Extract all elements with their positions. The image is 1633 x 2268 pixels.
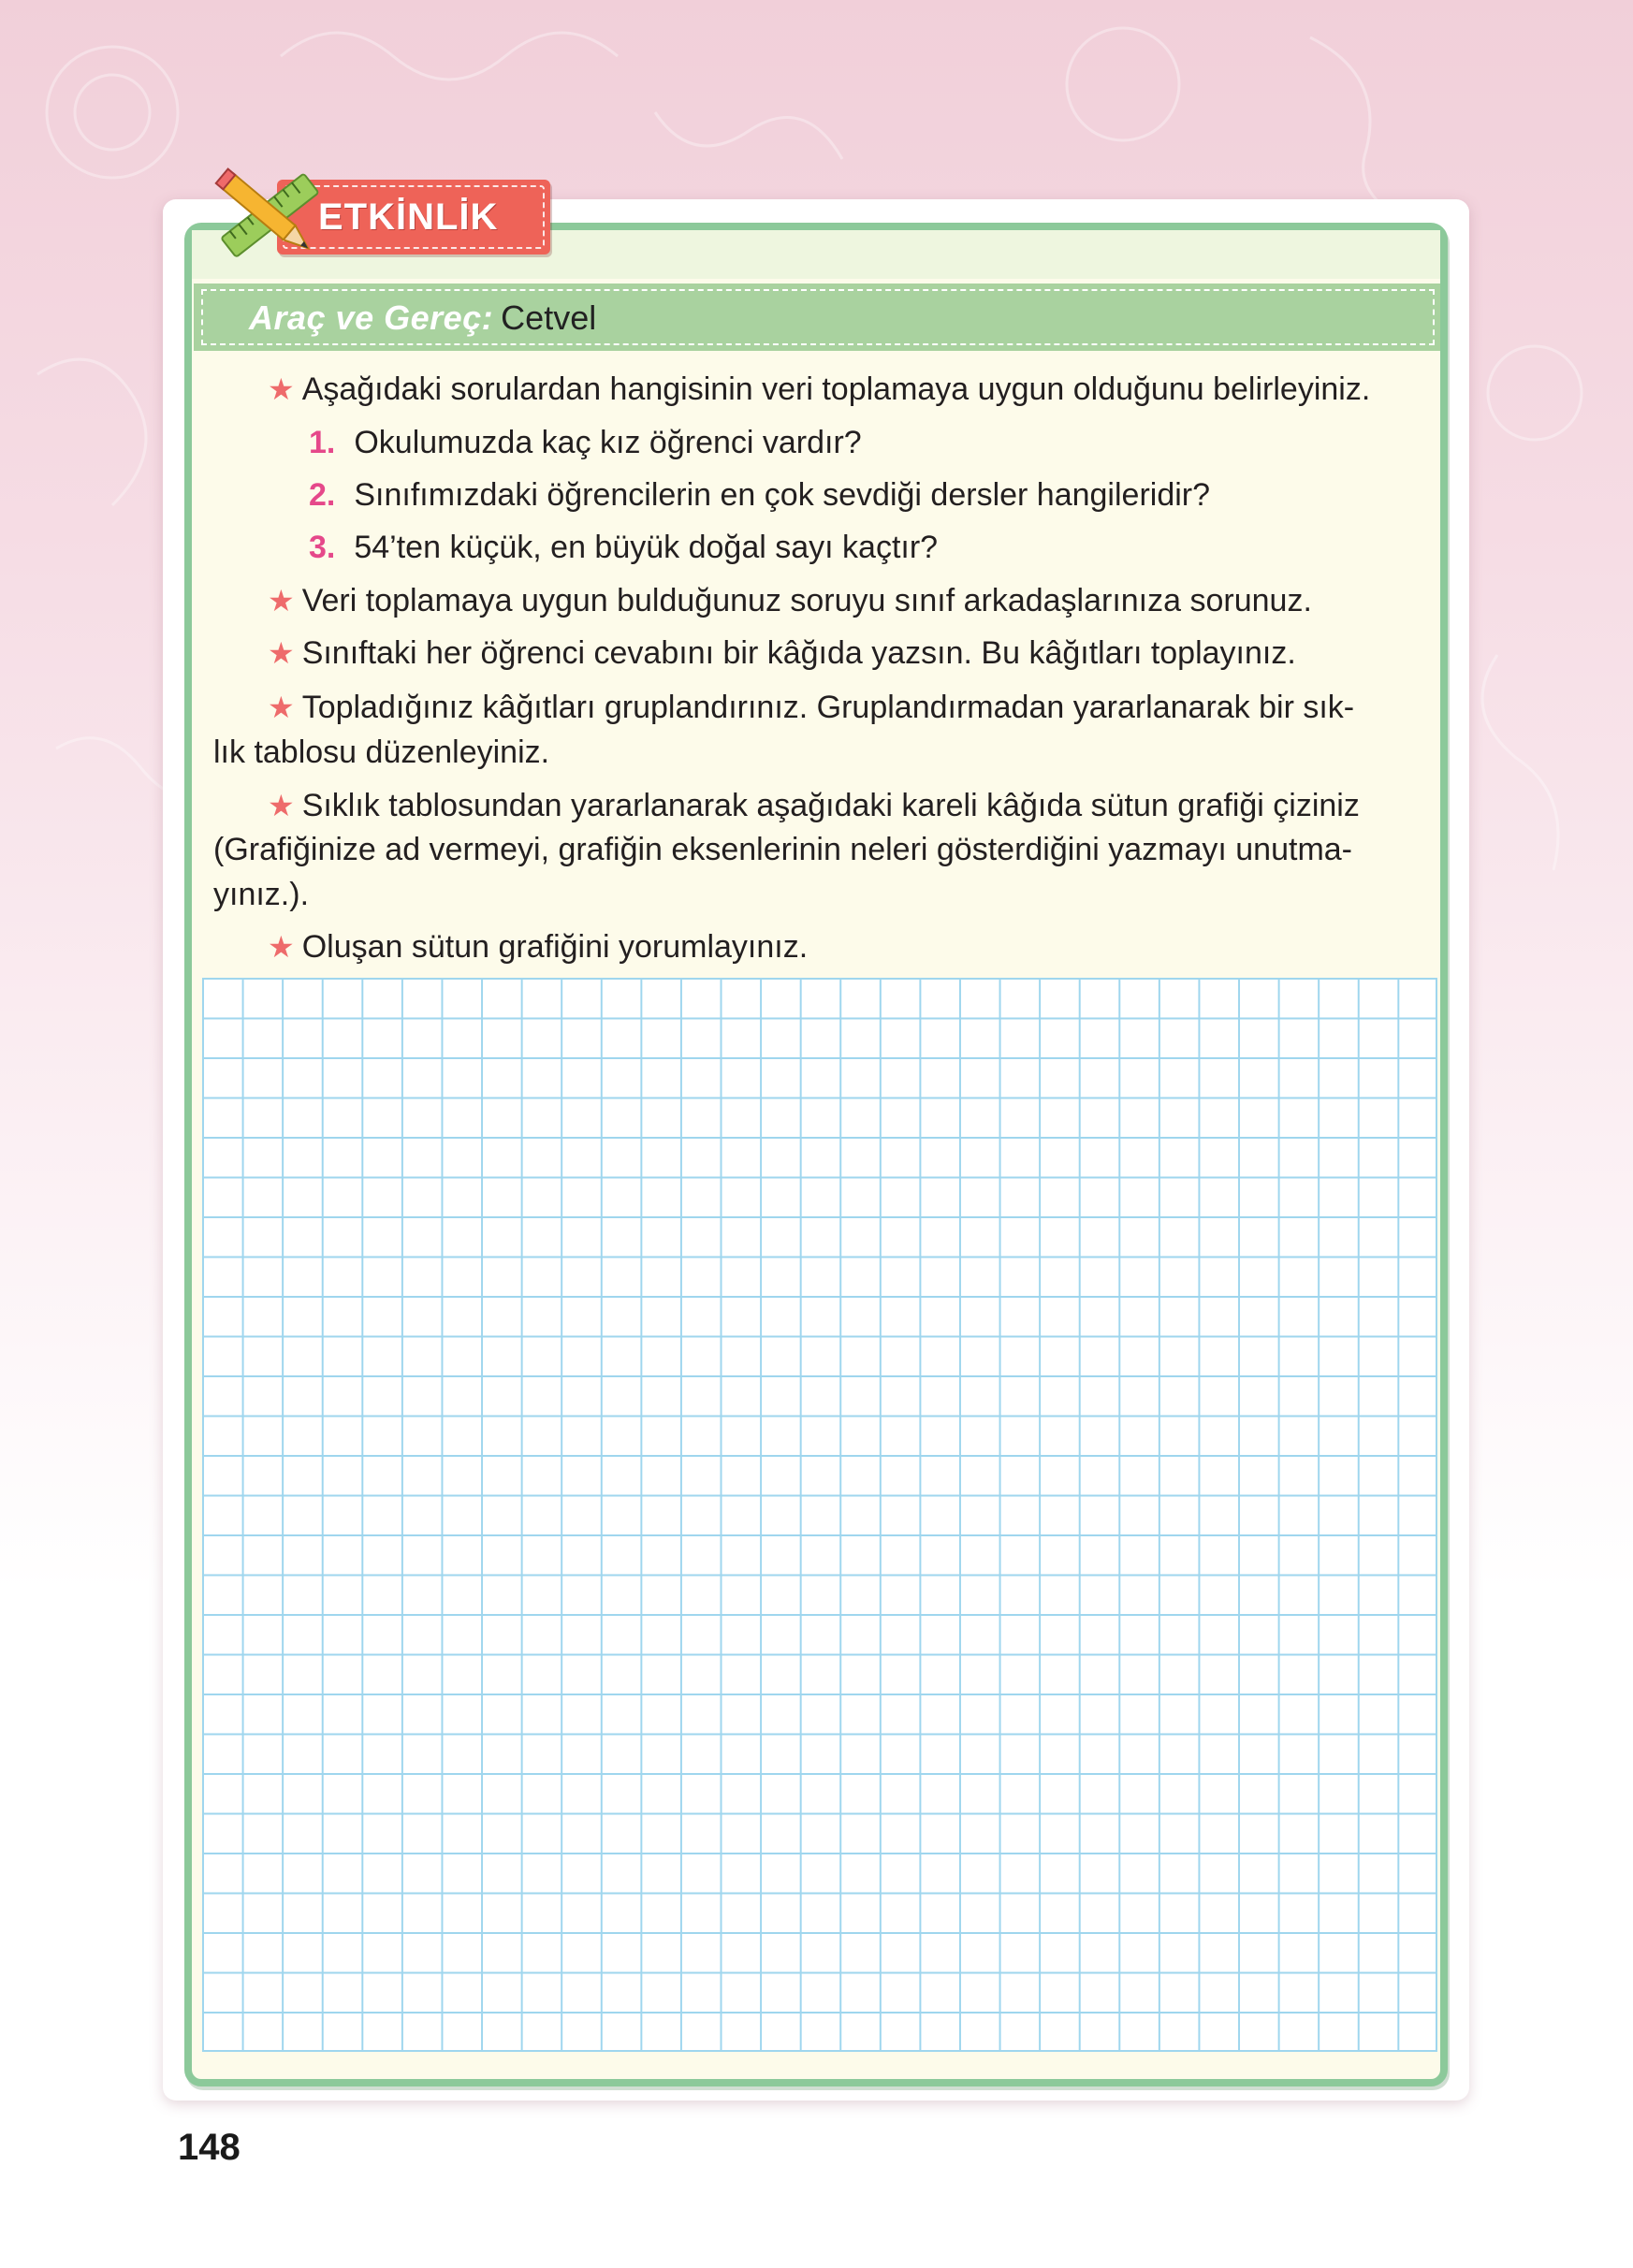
question-text: 54’ten küçük, en büyük doğal sayı kaçtır? [354,530,939,565]
star-icon: ★ [268,691,295,724]
star-icon: ★ [268,930,295,964]
instruction-5-line2: (Grafiğinize ad vermeyi, grafiğin eksenlerinin neleri gösterdiğini yazmayı unutma- [213,832,1352,867]
question-text: Okulumuzda kaç kız öğrenci vardır? [354,425,862,460]
page-number: 148 [178,2127,241,2168]
question-number: 2. [309,477,336,513]
question-1 [309,422,862,463]
instruction-4-line2: lık tablosu düzenleyiniz. [213,734,550,770]
grid-paper[interactable] [202,978,1437,2052]
materials-value: Cetvel [501,298,597,337]
instruction-2-text: Veri toplamaya uygun bulduğunuz soruyu sınıf arkadaşlarınıza sorunuz. [301,583,1312,618]
etkinlik-title: ETKİNLİK [318,196,499,238]
pencil-ruler-icon [208,157,329,273]
question-number: 1. [309,425,336,460]
instruction-1-text: Aşağıdaki sorulardan hangisinin veri toplamaya uygun olduğunu belirleyiniz. [301,371,1371,407]
instruction-6-text: Oluşan sütun grafiğini yorumlayınız. [301,929,809,965]
star-icon: ★ [268,636,295,670]
star-icon: ★ [268,584,295,618]
question-2 [309,474,1210,516]
star-icon: ★ [268,372,295,406]
instruction-4-line1: Topladığınız kâğıtları gruplandırınız. Gruplandırmadan yararlanarak bir sık- [301,690,1355,725]
instruction-5-line1: Sıklık tablosundan yararlanarak aşağıdaki kareli kâğıda sütun grafiği çiziniz [301,788,1360,823]
instruction-6 [268,926,808,967]
instruction-3-text: Sınıftaki her öğrenci cevabını bir kâğıda yazsın. Bu kâğıtları toplayınız. [301,635,1296,671]
instruction-5 [268,785,1360,826]
question-text: Sınıfımızdaki öğrencilerin en çok sevdiği dersler hangileridir? [354,477,1211,513]
star-icon: ★ [268,789,295,822]
instruction-3 [268,632,1296,674]
instruction-4 [268,687,1354,728]
instruction-1 [268,369,1370,410]
instruction-2 [268,580,1312,621]
instruction-5-line3: yınız.). [213,877,310,912]
question-number: 3. [309,530,336,565]
materials-row [249,296,596,341]
materials-label: Araç ve Gereç: [249,298,494,337]
question-3 [309,527,938,568]
